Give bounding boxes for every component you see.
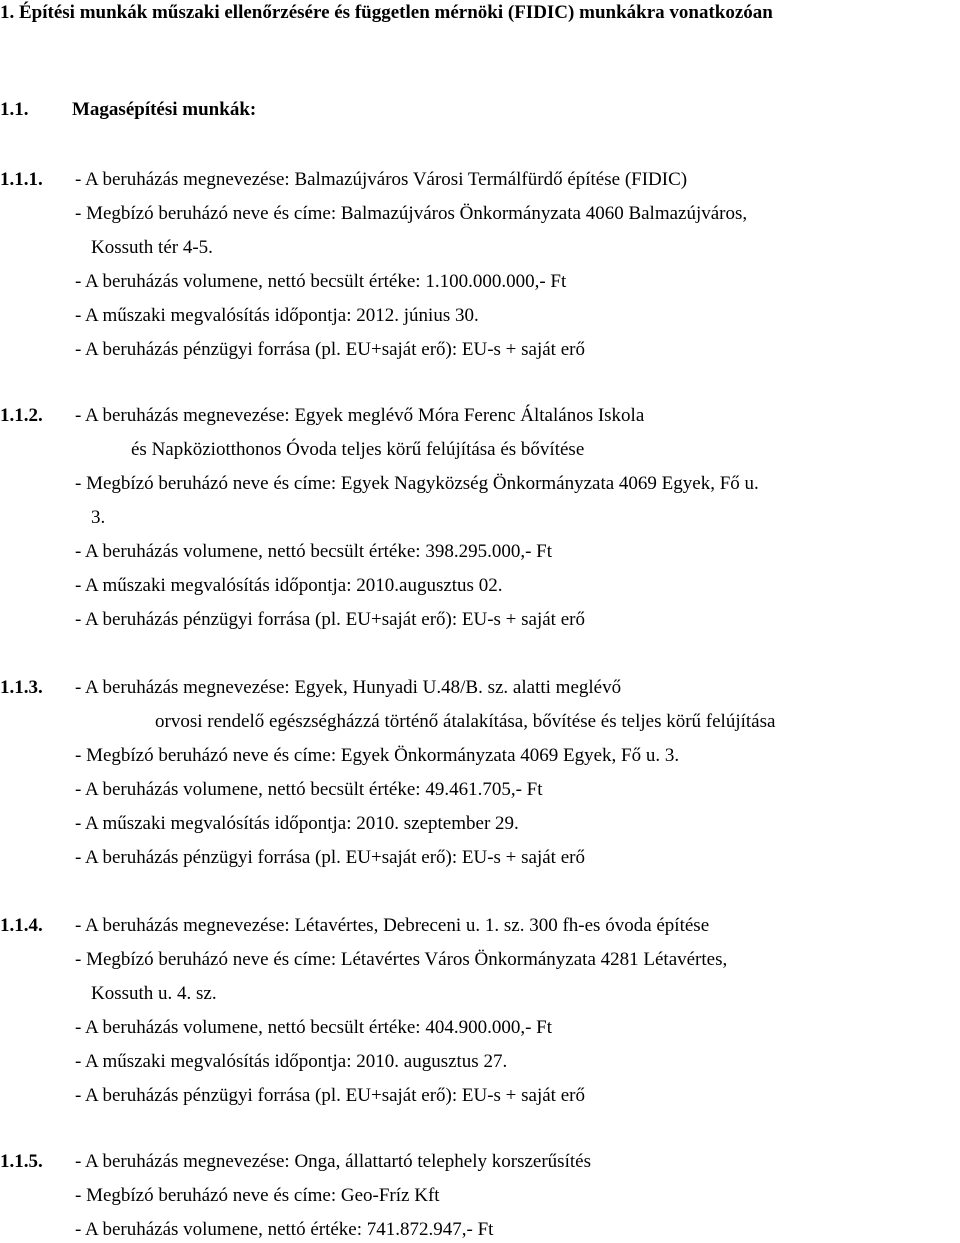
section-heading: 1. Építési munkák műszaki ellenőrzésére és független mérnöki (FIDIC) munkákra vonatkozóan (0, 2, 773, 23)
volume-line: - A beruházás volumene, nettó becsült értéke: 404.900.000,- Ft (75, 1017, 552, 1038)
volume-line: - A beruházás volumene, nettó becsült értéke: 1.100.000.000,- Ft (75, 271, 567, 292)
project-name-line: - A beruházás megnevezése: Onga, állattartó telephely korszerűsítés (75, 1151, 591, 1172)
client-line: - Megbízó beruházó neve és címe: Létavértes Város Önkormányzata 4281 Létavértes, (75, 949, 728, 970)
date-line: - A műszaki megvalósítás időpontja: 2012. június 30. (75, 305, 479, 326)
funding-line: - A beruházás pénzügyi forrása (pl. EU+saját erő): EU-s + saját erő (75, 339, 585, 360)
funding-line: - A beruházás pénzügyi forrása (pl. EU+saját erő): EU-s + saját erő (75, 847, 585, 868)
client-line-cont: Kossuth tér 4-5. (91, 237, 213, 258)
funding-line: - A beruházás pénzügyi forrása (pl. EU+saját erő): EU-s + saját erő (75, 1085, 585, 1106)
item-number: 1.1.4. (0, 915, 43, 936)
item-number: 1.1.2. (0, 405, 43, 426)
client-line: - Megbízó beruházó neve és címe: Balmazújváros Önkormányzata 4060 Balmazújváros, (75, 203, 748, 224)
client-line: - Megbízó beruházó neve és címe: Geo-Fríz Kft (75, 1185, 440, 1206)
project-name-line: - A beruházás megnevezése: Balmazújváros Városi Termálfürdő építése (FIDIC) (75, 169, 688, 190)
item-number: 1.1.5. (0, 1151, 43, 1172)
subsection-heading (0, 99, 257, 121)
subsection-number: 1.1. (0, 99, 29, 120)
project-name-line: - A beruházás megnevezése: Egyek meglévő Móra Ferenc Általános Iskola (75, 405, 645, 426)
client-line-cont: Kossuth u. 4. sz. (91, 983, 217, 1004)
client-line: - Megbízó beruházó neve és címe: Egyek Önkormányzata 4069 Egyek, Fő u. 3. (75, 745, 680, 766)
subsection-label: Magasépítési munkák: (72, 99, 257, 120)
volume-line: - A beruházás volumene, nettó értéke: 741.872.947,- Ft (75, 1219, 494, 1240)
project-name-line-cont: és Napköziotthonos Óvoda teljes körű felújítása és bővítése (131, 439, 585, 460)
volume-line: - A beruházás volumene, nettó becsült értéke: 49.461.705,- Ft (75, 779, 543, 800)
client-line: - Megbízó beruházó neve és címe: Egyek Nagyközség Önkormányzata 4069 Egyek, Fő u. (75, 473, 759, 494)
date-line: - A műszaki megvalósítás időpontja: 2010. augusztus 27. (75, 1051, 508, 1072)
project-name-line: - A beruházás megnevezése: Egyek, Hunyadi U.48/B. sz. alatti meglévő (75, 677, 622, 698)
item-number: 1.1.1. (0, 169, 43, 190)
funding-line: - A beruházás pénzügyi forrása (pl. EU+saját erő): EU-s + saját erő (75, 609, 585, 630)
project-name-line-cont: orvosi rendelő egészségházzá történő átalakítása, bővítése és teljes körű felújítása (155, 711, 776, 732)
volume-line: - A beruházás volumene, nettó becsült értéke: 398.295.000,- Ft (75, 541, 552, 562)
client-line-cont: 3. (91, 507, 106, 528)
date-line: - A műszaki megvalósítás időpontja: 2010. szeptember 29. (75, 813, 519, 834)
project-name-line: - A beruházás megnevezése: Létavértes, Debreceni u. 1. sz. 300 fh-es óvoda építése (75, 915, 710, 936)
item-number: 1.1.3. (0, 677, 43, 698)
date-line: - A műszaki megvalósítás időpontja: 2010.augusztus 02. (75, 575, 503, 596)
